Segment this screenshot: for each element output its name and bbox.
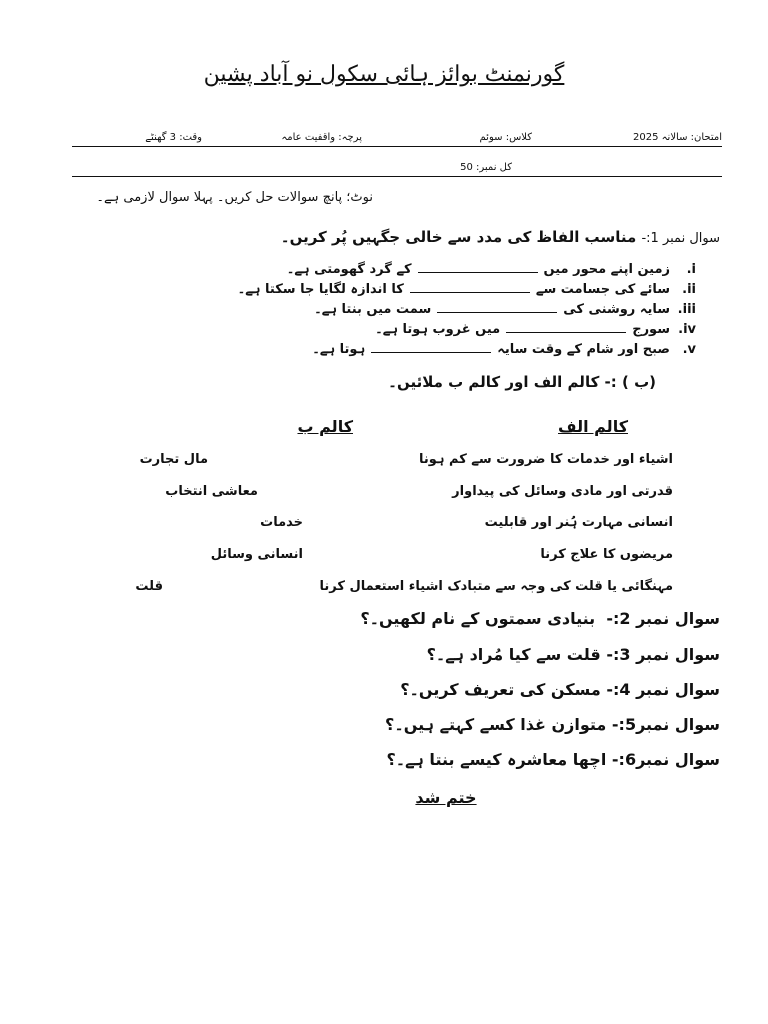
exam-header [72, 130, 722, 147]
part-b-heading [388, 373, 656, 391]
marks-line [72, 160, 722, 177]
class-label: کلاس: سوئم [479, 132, 532, 143]
column-a-item: انسانی مہارت ہُنر اور قابلیت [484, 515, 673, 530]
part-b-label: (ب ) :- [604, 373, 656, 391]
column-b-title: کالم ب [297, 417, 353, 436]
total-marks: کل نمبر: 50 [460, 162, 512, 173]
instruction-note: نوٹ؛ پانچ سوالات حل کریں۔ پہلا سوال لازمی ہے۔ [96, 190, 373, 205]
question-2: سوال نمبر 2:- بنیادی سمتوں کے نام لکھیں۔؟ [360, 609, 720, 628]
column-b-item: خدمات [260, 515, 303, 530]
question-1-label: سوال نمبر 1:- [641, 231, 720, 246]
question-4: سوال نمبر 4:- مسکن کی تعریف کریں۔؟ [400, 680, 720, 699]
fill-item: i.زمین اپنے محور میںکے گرد گھومتی ہے۔ [286, 262, 696, 277]
column-b-item: معاشی انتخاب [165, 484, 258, 499]
fill-item: ii.سائے کی جسامت سےکا اندازہ لگایا جا سکتا ہے۔ [237, 282, 696, 297]
fill-item: v.صبح اور شام کے وقت سایہہوتا ہے۔ [312, 342, 696, 357]
question-1-heading [281, 228, 720, 246]
subject-label: پرچہ: واقفیت عامہ [281, 132, 362, 143]
column-a-item: اشیاء اور خدمات کا ضرورت سے کم ہونا [418, 452, 673, 467]
question-1-text: مناسب الفاظ کی مدد سے خالی جگہیں پُر کریں۔ [280, 228, 637, 246]
school-title: گورنمنٹ بوائز ہائی سکول نو آباد پشین [203, 62, 565, 87]
fill-item: iv.سورجمیں غروب ہوتا ہے۔ [375, 322, 696, 337]
question-5: سوال نمبر5:- متوازن غذا کسے کہتے ہیں۔؟ [385, 715, 720, 734]
end-text: ختم شد [415, 788, 477, 807]
column-a-item: مریضوں کا علاج کرنا [540, 547, 673, 562]
column-b-item: مال تجارت [139, 452, 208, 467]
column-a-item: قدرتی اور مادی وسائل کی پیداوار [452, 484, 673, 499]
question-3: سوال نمبر 3:- قلت سے کیا مُراد ہے۔؟ [426, 645, 720, 664]
fill-item: iii.سایہ روشنی کیسمت میں بنتا ہے۔ [314, 302, 696, 317]
column-b-item: انسانی وسائل [210, 547, 303, 562]
question-6: سوال نمبر6:- اچھا معاشرہ کیسے بنتا ہے۔؟ [386, 750, 720, 769]
column-b-item: قلت [135, 579, 163, 594]
column-a-title: کالم الف [558, 417, 628, 436]
exam-label: امتحان: سالانہ 2025 [633, 132, 722, 143]
time-label: وقت: 3 گھنٹے [145, 132, 202, 143]
part-b-text: کالم الف اور کالم ب ملائیں۔ [388, 373, 600, 391]
column-a-item: مہنگائی یا قلت کی وجہ سے متبادک اشیاء استعمال کرنا [319, 579, 673, 594]
